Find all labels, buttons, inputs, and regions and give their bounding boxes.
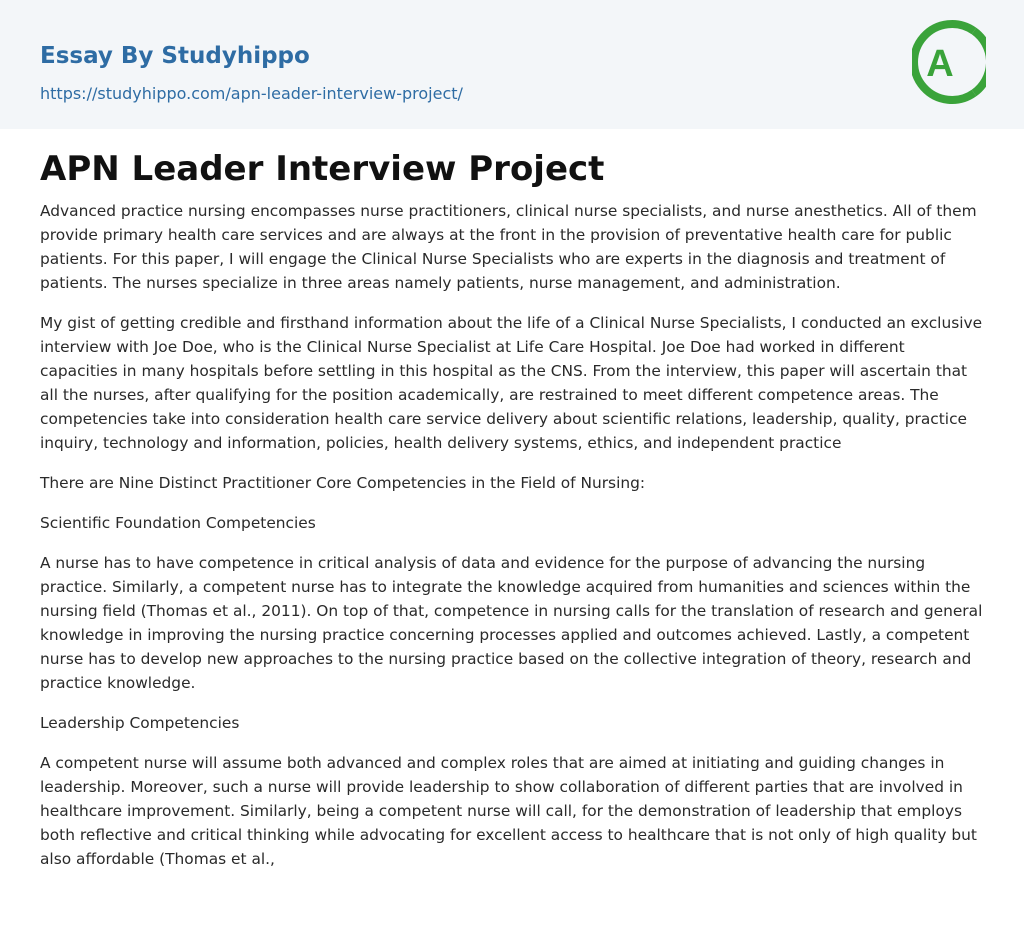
site-header (0, 0, 1024, 129)
section-heading: Leadership Competencies (40, 714, 240, 732)
studyhippo-logo-icon[interactable] (912, 19, 986, 105)
essay-paragraph: A nurse has to have competence in critical analysis of data and evidence for the purpose of advancing the nursing practice. Similarly, a competent nurse has to integrate the knowledge acquired from humanities and sciences within the nursing field (Thomas et al., 2011). On top of that, competence in nursing calls for the translation of research and general knowledge in improving the nursing practice concerning processes applied and outcomes achieved. Lastly, a competent nurse has to develop new approaches to the nursing practice based on the collective integration of theory, research and practice knowledge. (40, 554, 983, 692)
brand-title: Essay By Studyhippo (40, 43, 310, 69)
essay-paragraph: There are Nine Distinct Practitioner Core Competencies in the Field of Nursing: (40, 474, 646, 492)
section-heading: Scientific Foundation Competencies (40, 514, 316, 532)
essay-paragraph: A competent nurse will assume both advanced and complex roles that are aimed at initiating and guiding changes in leadership. Moreover, such a nurse will provide leadership to show collaboration of different parties that are involved in healthcare improvement. Similarly, being a competent nurse will call, for the demonstration of leadership that employs both reflective and critical thinking while advocating for excellent access to healthcare that is not only of high quality but also affordable (Thomas et al., (40, 754, 977, 868)
logo-letter: A (926, 43, 954, 85)
essay-title: APN Leader Interview Project (40, 149, 605, 189)
essay-url-link[interactable]: https://studyhippo.com/apn-leader-interview-project/ (40, 84, 463, 103)
essay-paragraph: Advanced practice nursing encompasses nurse practitioners, clinical nurse specialists, and nurse anesthetics. All of them provide primary health care services and are always at the front in the provision of preventative health care for public patients. For this paper, I will engage the Clinical Nurse Specialists who are experts in the diagnosis and treatment of patients. The nurses specialize in three areas namely patients, nurse management, and administration. (40, 202, 977, 292)
essay-paragraph: My gist of getting credible and firsthand information about the life of a Clinical Nurse Specialists, I conducted an exclusive interview with Joe Doe, who is the Clinical Nurse Specialist at Life Care Hospital. Joe Doe had worked in different capacities in many hospitals before settling in this hospital as the CNS. From the interview, this paper will ascertain that all the nurses, after qualifying for the position academically, are restrained to meet different competence areas. The competencies take into consideration health care service delivery about scientific relations, leadership, quality, practice inquiry, technology and information, policies, health delivery systems, ethics, and independent practice (40, 314, 983, 452)
essay-content (0, 149, 1024, 871)
